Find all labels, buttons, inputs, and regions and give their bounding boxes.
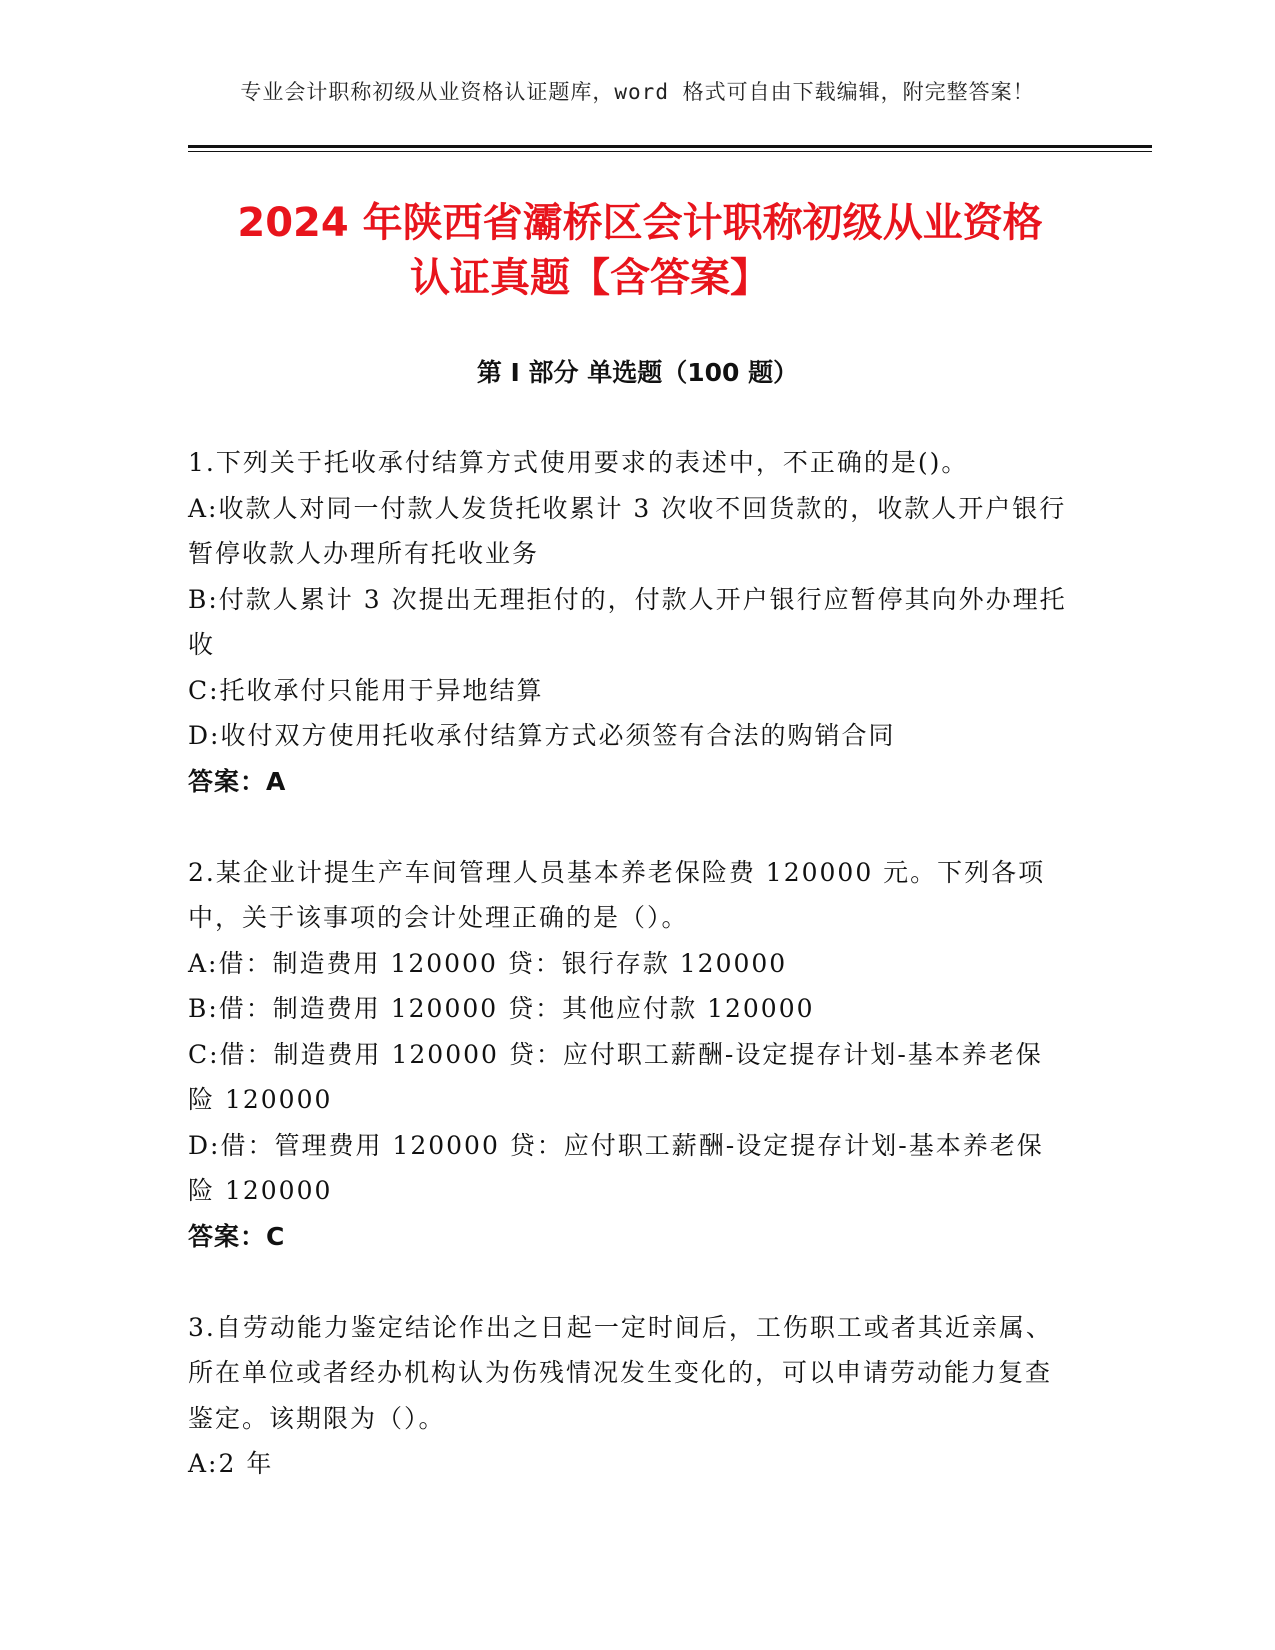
question-1 bbox=[188, 440, 1068, 804]
option-a: A:2 年 bbox=[188, 1449, 274, 1478]
answer-line: 答案：C bbox=[188, 1221, 286, 1251]
question-2 bbox=[188, 850, 1068, 1260]
header-rule-thin bbox=[188, 151, 1152, 152]
header-note: 专业会计职称初级从业资格认证题库，word 格式可自由下载编辑，附完整答案！ bbox=[240, 80, 1035, 104]
question-stem: 2.某企业计提生产车间管理人员基本养老保险费 120000 元。下列各项中，关于该事项的会计处理正确的是（）。 bbox=[188, 857, 1046, 932]
option-d: D:借：管理费用 120000 贷：应付职工薪酬-设定提存计划-基本养老保险 120000 bbox=[188, 1130, 1044, 1205]
document-title-line-1: 2024 年陕西省灞桥区会计职称初级从业资格 bbox=[237, 200, 1043, 246]
question-3 bbox=[188, 1305, 1068, 1487]
option-c: C:借：制造费用 120000 贷：应付职工薪酬-设定提存计划-基本养老保险 120000 bbox=[188, 1039, 1043, 1114]
option-a: A:收款人对同一付款人发货托收累计 3 次收不回货款的，收款人开户银行暂停收款人办理所有托收业务 bbox=[188, 493, 1067, 568]
section-title: 第 I 部分 单选题（100 题） bbox=[476, 358, 799, 387]
option-b: B:付款人累计 3 次提出无理拒付的，付款人开户银行应暂停其向外办理托收 bbox=[188, 584, 1067, 659]
question-stem: 1.下列关于托收承付结算方式使用要求的表述中，不正确的是()。 bbox=[188, 448, 969, 477]
question-stem: 3.自劳动能力鉴定结论作出之日起一定时间后，工伤职工或者其近亲属、所在单位或者经办机构认为伤残情况发生变化的，可以申请劳动能力复查鉴定。该期限为（）。 bbox=[188, 1312, 1053, 1433]
document-title-line-2: 认证真题【含答案】 bbox=[410, 255, 770, 301]
option-a: A:借：制造费用 120000 贷：银行存款 120000 bbox=[188, 948, 788, 978]
document-title bbox=[190, 196, 1090, 306]
option-b: B:借：制造费用 120000 贷：其他应付款 120000 bbox=[188, 994, 815, 1023]
option-d: D:收付双方使用托收承付结算方式必须签有合法的购销合同 bbox=[188, 721, 896, 750]
header-rule-thick bbox=[188, 145, 1152, 148]
answer-line: 答案：A bbox=[188, 766, 287, 796]
question-list bbox=[188, 440, 1068, 1532]
option-c: C:托收承付只能用于异地结算 bbox=[188, 675, 544, 705]
